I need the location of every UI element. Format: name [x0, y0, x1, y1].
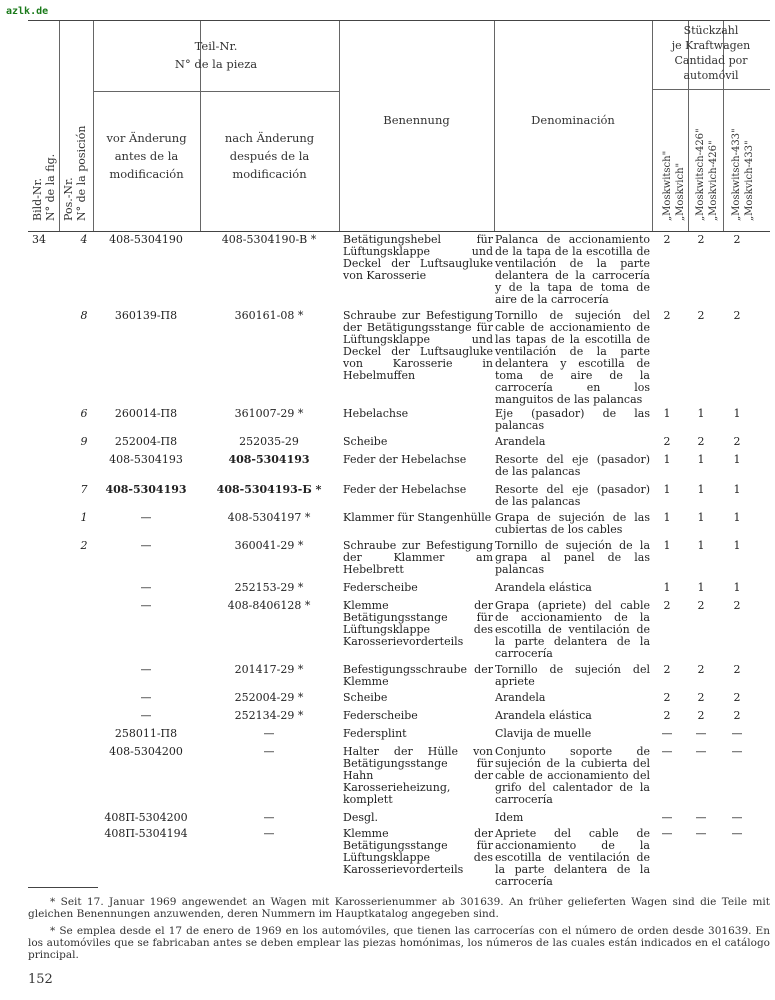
denominacion-header: Denominación	[531, 113, 615, 127]
qty-433-cell: 1	[733, 407, 741, 420]
qty-426-cell: 1	[697, 483, 705, 496]
footnote-german: * Seit 17. Januar 1969 angewendet an Wagen mit Karosserienummer ab 301639. An früher gelieferten Wagen sind die Teile mit gleichen Benennungen anzuwenden, deren Nummern im Hauptkatalog angegeben sind.	[28, 896, 770, 920]
part-before-cell: 408-5304190	[109, 233, 183, 246]
denominacion-cell: Tornillo de sujeción de la grapa al panel de las palancas	[495, 539, 650, 576]
qty-433-cell: 1	[733, 581, 741, 594]
benennung-cell: Federscheibe	[343, 709, 418, 722]
qty-moskvich-cell: 2	[663, 663, 671, 676]
qty-433-cell: 1	[733, 453, 741, 466]
pos-nr-cell: 2	[80, 539, 88, 552]
part-before-cell: 408-5304200	[109, 745, 183, 758]
benennung-cell: Scheibe	[343, 691, 388, 704]
part-before-cell: —	[140, 663, 152, 676]
qty-433-cell: 2	[733, 233, 741, 246]
watermark: azlk.de	[6, 6, 49, 17]
denominacion-cell: Apriete del cable de accionamiento de la escotilla de ventilación de la parte delantera de la carrocería	[495, 827, 650, 888]
qty-426-cell: —	[695, 727, 707, 740]
nach-aenderung-header: nach Änderung después de la modificación	[224, 131, 315, 181]
qty-426-cell: 2	[697, 709, 705, 722]
denominacion-cell: Tornillo de sujeción del cable de accionamiento de las tapas de la escotilla de ventilación de la parte delantera y escotilla de toma de aire de la carrocería en los manguitos de las palancas	[495, 309, 650, 406]
page-number: 152	[28, 972, 53, 987]
part-after-cell: 252035-29	[239, 435, 299, 448]
qty-426-cell: —	[695, 827, 707, 840]
qty-moskvich-cell: 2	[663, 233, 671, 246]
benennung-cell: Betätigungshebel für Lüftungsklappe und Deckel der Luftsaugluke von Karosserie	[343, 233, 493, 282]
qty-moskvich-cell: —	[661, 827, 673, 840]
denominacion-cell: Palanca de accionamiento de la tapa de la escotilla de ventilación de la parte delantera de la carrocería y de la tapa de toma de aire de la carrocería	[495, 233, 650, 306]
qty-426-cell: 2	[697, 691, 705, 704]
qty-moskvich-cell: —	[661, 811, 673, 824]
qty-moskvich-cell: 1	[663, 511, 671, 524]
qty-433-cell: 2	[733, 709, 741, 722]
pos-nr-cell: 4	[80, 233, 88, 246]
denominacion-cell: Idem	[495, 811, 524, 824]
part-before-cell: 260014-П8	[114, 407, 178, 420]
denominacion-cell: Conjunto soporte de sujeción de la cubierta del cable de accionamiento del grifo del calentador de la carrocería	[495, 745, 650, 806]
qty-433-cell: 2	[733, 599, 741, 612]
bild-nr-cell: 34	[32, 233, 46, 246]
stueckzahl-header: Stückzahl je Kraftwagen Cantidad por automóvil	[671, 24, 751, 82]
qty-moskvich-cell: 2	[663, 599, 671, 612]
denominacion-cell: Eje (pasador) de las palancas	[495, 407, 650, 432]
part-before-cell: —	[140, 511, 152, 524]
model-moskvich-433-header: „Moskwitsch-433" „Moskvich-433"	[731, 128, 755, 221]
footnote-spanish: * Se emplea desde el 17 de enero de 1969 en los automóviles, que tienen las carrocerías con el número de orden desde 301639. En los automóviles que se fabricaban antes se deben emplear las piezas homónimas, los números de las cuales están indicados en el catálogo principal.	[28, 925, 770, 961]
part-after-cell: —	[263, 827, 275, 840]
qty-426-cell: 1	[697, 581, 705, 594]
denominacion-cell: Resorte del eje (pasador) de las palancas	[495, 453, 650, 478]
qty-433-cell: 2	[733, 309, 741, 322]
part-after-cell: 408-5304190-В *	[221, 233, 317, 246]
part-after-cell: 252004-29 *	[234, 691, 304, 704]
qty-moskvich-cell: 2	[663, 691, 671, 704]
part-before-cell: —	[140, 599, 152, 612]
benennung-cell: Klemme der Betätigungsstange für Lüftungsklappe des Karosserievorderteils	[343, 599, 493, 648]
part-after-cell: —	[263, 811, 275, 824]
part-before-cell: —	[140, 539, 152, 552]
qty-moskvich-cell: 1	[663, 581, 671, 594]
benennung-cell: Befestigungsschraube der Klemme	[343, 663, 493, 688]
qty-426-cell: —	[695, 745, 707, 758]
qty-433-cell: 1	[733, 539, 741, 552]
benennung-cell: Federsplint	[343, 727, 407, 740]
model-moskvich-426-header: „Moskwitsch-426" „Moskvich-426"	[695, 128, 719, 221]
benennung-cell: Feder der Hebelachse	[343, 483, 467, 496]
part-after-cell: 360041-29 *	[234, 539, 304, 552]
qty-moskvich-cell: 1	[663, 483, 671, 496]
qty-426-cell: 2	[697, 663, 705, 676]
qty-moskvich-cell: 2	[663, 309, 671, 322]
benennung-cell: Schraube zur Befestigung der Klammer am Hebelbrett	[343, 539, 493, 576]
part-after-cell: 408-5304193	[228, 453, 310, 466]
benennung-cell: Klemme der Betätigungsstange für Lüftungsklappe des Karosserievorderteils	[343, 827, 493, 876]
part-after-cell: 408-8406128 *	[227, 599, 311, 612]
qty-moskvich-cell: —	[661, 745, 673, 758]
pos-nr-cell: 9	[80, 435, 88, 448]
benennung-cell: Halter der Hülle von Betätigungsstange für Hahn der Karosserieheizung, komplett	[343, 745, 493, 806]
denominacion-cell: Arandela elástica	[495, 581, 592, 594]
part-before-cell: 360139-П8	[114, 309, 178, 322]
part-before-cell: 258011-П8	[114, 727, 178, 740]
part-before-cell: 408-5304193	[109, 453, 183, 466]
part-before-cell: 408П-5304200	[104, 811, 188, 824]
part-after-cell: 361007-29 *	[234, 407, 304, 420]
qty-moskvich-cell: 1	[663, 453, 671, 466]
qty-moskvich-cell: 1	[663, 539, 671, 552]
qty-426-cell: 1	[697, 511, 705, 524]
footnote-separator	[28, 887, 98, 888]
benennung-cell: Desgl.	[343, 811, 379, 824]
benennung-header: Benennung	[383, 113, 450, 127]
denominacion-cell: Arandela	[495, 435, 546, 448]
qty-433-cell: —	[731, 827, 743, 840]
part-before-cell: 408-5304193	[105, 483, 187, 496]
pos-nr-header: Pos.-Nr. N° de la posición	[62, 125, 88, 221]
pos-nr-cell: 1	[80, 511, 88, 524]
part-before-cell: 252004-П8	[114, 435, 178, 448]
pos-nr-cell: 7	[80, 483, 88, 496]
benennung-cell: Schraube zur Befestigung der Betätigungsstange für Lüftungsklappe und Deckel der Luftsaugluke von Karosserie in Hebelmuffen	[343, 309, 493, 382]
part-after-cell: 252134-29 *	[234, 709, 304, 722]
benennung-cell: Hebelachse	[343, 407, 409, 420]
model-moskvich-header: „Moskwitsch" „Moskvich"	[662, 150, 686, 221]
qty-433-cell: 1	[733, 511, 741, 524]
qty-moskvich-cell: 2	[663, 435, 671, 448]
part-after-cell: 201417-29 *	[234, 663, 304, 676]
table-header	[28, 20, 770, 232]
denominacion-cell: Grapa de sujeción de las cubiertas de los cables	[495, 511, 650, 536]
denominacion-cell: Tornillo de sujeción del apriete	[495, 663, 650, 688]
qty-433-cell: —	[731, 745, 743, 758]
part-after-cell: 252153-29 *	[234, 581, 304, 594]
benennung-cell: Scheibe	[343, 435, 388, 448]
teil-nr-header: Teil-Nr. N° de la pieza	[174, 39, 258, 71]
qty-moskvich-cell: 1	[663, 407, 671, 420]
qty-426-cell: 2	[697, 309, 705, 322]
qty-433-cell: 2	[733, 663, 741, 676]
pos-nr-cell: 6	[80, 407, 88, 420]
part-after-cell: —	[263, 745, 275, 758]
qty-433-cell: 1	[733, 483, 741, 496]
bild-nr-header: Bild-Nr. N° de la fig.	[31, 153, 57, 221]
qty-426-cell: —	[695, 811, 707, 824]
qty-426-cell: 2	[697, 599, 705, 612]
qty-moskvich-cell: —	[661, 727, 673, 740]
qty-426-cell: 2	[697, 233, 705, 246]
qty-433-cell: 2	[733, 435, 741, 448]
denominacion-cell: Resorte del eje (pasador) de las palancas	[495, 483, 650, 508]
benennung-cell: Federscheibe	[343, 581, 418, 594]
benennung-cell: Klammer für Stangenhülle	[343, 511, 492, 524]
part-before-cell: —	[140, 581, 152, 594]
qty-426-cell: 2	[697, 435, 705, 448]
qty-433-cell: —	[731, 811, 743, 824]
pos-nr-cell: 8	[80, 309, 88, 322]
benennung-cell: Feder der Hebelachse	[343, 453, 467, 466]
part-after-cell: 408-5304197 *	[227, 511, 311, 524]
qty-433-cell: 2	[733, 691, 741, 704]
vor-aenderung-header: vor Änderung antes de la modificación	[106, 131, 187, 181]
part-before-cell: 408П-5304194	[104, 827, 188, 840]
qty-426-cell: 1	[697, 453, 705, 466]
part-after-cell: —	[263, 727, 275, 740]
qty-433-cell: —	[731, 727, 743, 740]
qty-426-cell: 1	[697, 539, 705, 552]
part-before-cell: —	[140, 691, 152, 704]
denominacion-cell: Arandela elástica	[495, 709, 592, 722]
part-after-cell: 360161-08 *	[234, 309, 304, 322]
denominacion-cell: Arandela	[495, 691, 546, 704]
part-after-cell: 408-5304193-Б *	[216, 483, 322, 496]
denominacion-cell: Clavija de muelle	[495, 727, 592, 740]
qty-moskvich-cell: 2	[663, 709, 671, 722]
part-before-cell: —	[140, 709, 152, 722]
denominacion-cell: Grapa (apriete) del cable de accionamiento de la escotilla de ventilación de la parte delantera de la carrocería	[495, 599, 650, 660]
qty-426-cell: 1	[697, 407, 705, 420]
